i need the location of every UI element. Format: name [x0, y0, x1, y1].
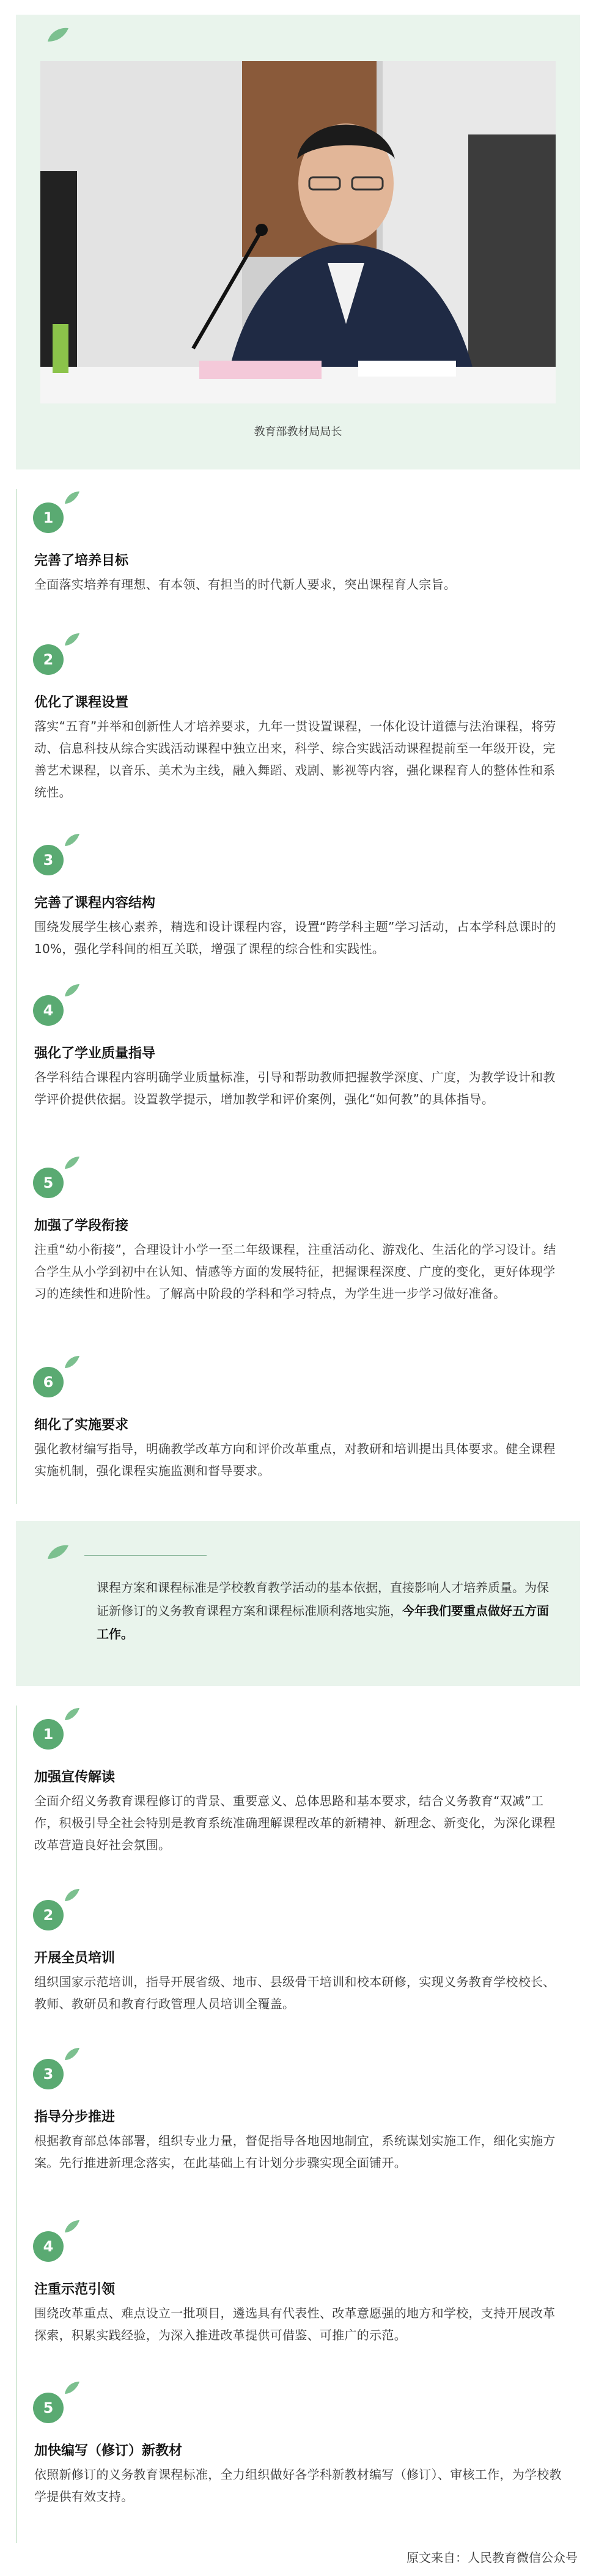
section-title: 注重示范引领 — [34, 2282, 116, 2297]
summary-text-body: 课程方案和课程标准是学校教育教学活动的基本依据，直接影响人才培养质量。为保证新修订的义务教育课程方案和课程标准顺利落地实施， — [97, 1580, 549, 1618]
leaf-icon — [64, 632, 81, 648]
section-title: 加快编写（修订）新教材 — [34, 2443, 183, 2459]
section-title: 细化了实施要求 — [34, 1418, 129, 1433]
section-body: 围绕改革重点、难点设立一批项目，遴选具有代表性、改革意愿强的地方和学校，支持开展改革探索，积累实践经验，为深入推进改革提供可借鉴、可推广的示范。 — [34, 2306, 556, 2342]
section-title: 完善了培养目标 — [34, 553, 129, 569]
summary-text-emphasis: 今年我们要重点做好五方面工作。 — [97, 1603, 549, 1641]
leaf-icon — [64, 1155, 81, 1171]
leaf-icon — [64, 2047, 81, 2063]
leaf-icon — [64, 2380, 81, 2396]
leaf-icon — [64, 1888, 81, 1904]
number-badge: 6 — [33, 1367, 64, 1397]
number-badge: 3 — [33, 845, 64, 875]
section-body: 各学科结合课程内容明确学业质量标准，引导和帮助教师把握教学深度、广度，为教学设计和教学评价提供依据。设置教学提示，增加教学和评价案例，强化“如何教”的具体指导。 — [34, 1070, 556, 1106]
number-badge: 2 — [33, 644, 64, 675]
source-credit: 原文来自：人民教育微信公众号 — [407, 2550, 578, 2565]
section-body: 围绕发展学生核心素养，精选和设计课程内容，设置“跨学科主题”学习活动，占本学科总课时的10%，强化学科间的相互关联，增强了课程的综合性和实践性。 — [34, 919, 556, 956]
number-badge: 4 — [33, 995, 64, 1026]
section-body: 根据教育部总体部署，组织专业力量，督促指导各地因地制宜，系统谋划实施工作，细化实施方案。先行推进新理念落实，在此基础上有计划分步骤实现全面铺开。 — [34, 2133, 556, 2170]
photo-card — [16, 15, 580, 469]
leaf-icon — [64, 490, 81, 506]
section-title: 开展全员培训 — [34, 1951, 116, 1966]
speaker-photo — [40, 61, 556, 403]
section-guide-line — [16, 1706, 17, 2543]
section-body: 依照新修订的义务教育课程标准，全力组织做好各学科新教材编写（修订）、审核工作，为学校教学提供有效支持。 — [34, 2467, 562, 2504]
number-badge: 4 — [33, 2231, 64, 2262]
number-badge: 5 — [33, 1168, 64, 1198]
section-title: 完善了课程内容结构 — [34, 896, 156, 911]
number-badge: 1 — [33, 1719, 64, 1750]
leaf-icon — [46, 26, 71, 44]
section-body: 组织国家示范培训，指导开展省级、地市、县级骨干培训和校本研修，实现义务教育学校校长、教师、教研员和教育行政管理人员培训全覆盖。 — [34, 1974, 556, 2011]
number-badge: 5 — [33, 2393, 64, 2423]
section-title: 加强了学段衔接 — [34, 1218, 129, 1234]
section-body: 全面落实培养有理想、有本领、有担当的时代新人要求，突出课程育人宗旨。 — [34, 577, 457, 592]
number-badge: 2 — [33, 1900, 64, 1930]
section-title: 强化了学业质量指导 — [34, 1046, 156, 1061]
leaf-icon — [64, 833, 81, 848]
leaf-icon — [64, 2219, 81, 2235]
section-body: 落实“五育”并举和创新性人才培养要求，九年一贯设置课程，一体化设计道德与法治课程，将劳动、信息科技从综合实践活动课程中独立出来，科学、综合实践活动课程提前至一年级开设，完善艺术课程，以音乐、美术为主线，融入舞蹈、戏剧、影视等内容，强化课程育人的整体性和系统性。 — [34, 719, 556, 800]
section-title: 加强宣传解读 — [34, 1770, 116, 1785]
section-body: 强化教材编写指导，明确教学改革方向和评价改革重点，对教研和培训提出具体要求。健全课程实施机制，强化课程实施监测和督导要求。 — [34, 1441, 556, 1478]
summary-text — [97, 1576, 549, 1646]
leaf-icon — [46, 1543, 71, 1561]
section-body: 全面介绍义务教育课程修订的背景、重要意义、总体思路和基本要求，结合义务教育“双减”工作，积极引导全社会特别是教育系统准确理解课程改革的新精神、新理念、新变化，为深化课程改革营造良好社会氛围。 — [34, 1794, 556, 1852]
divider — [84, 1555, 207, 1556]
section-guide-line — [16, 489, 17, 1504]
leaf-icon — [64, 983, 81, 999]
section-title: 优化了课程设置 — [34, 695, 129, 710]
number-badge: 1 — [33, 502, 64, 533]
leaf-icon — [64, 1707, 81, 1723]
section-title: 指导分步推进 — [34, 2110, 116, 2125]
photo-caption: 教育部教材局局长 — [254, 425, 342, 438]
number-badge: 3 — [33, 2059, 64, 2089]
section-body: 注重“幼小衔接”，合理设计小学一至二年级课程，注重活动化、游戏化、生活化的学习设计。结合学生从小学到初中在认知、情感等方面的发展特征，把握课程深度、广度的变化，更好体现学习的连续性和进阶性。了解高中阶段的学科和学习特点，为学生进一步学习做好准备。 — [34, 1242, 556, 1301]
summary-box — [16, 1521, 580, 1686]
leaf-icon — [64, 1355, 81, 1371]
